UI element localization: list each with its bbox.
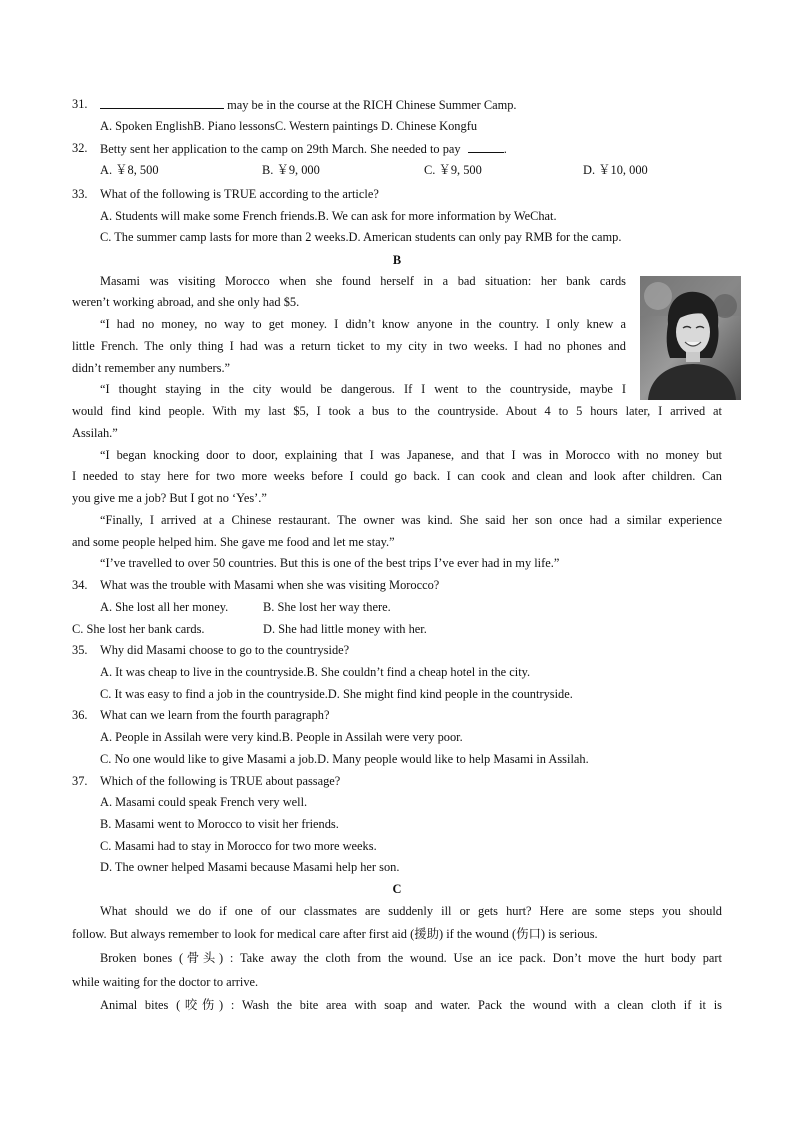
- option-a: A. She lost all her money.: [100, 600, 229, 614]
- option-b: B. Masami went to Morocco to visit her friends.: [100, 817, 339, 831]
- option-a: A. ￥8, 500: [100, 163, 159, 177]
- section-heading-c: C: [392, 882, 402, 896]
- options-line: C. The summer camp lasts for more than 2 weeks.D. American students can only pay RMB for the camp.: [100, 230, 622, 244]
- paragraph-line: didn’t remember any numbers.”: [72, 361, 231, 375]
- paragraph-line: Animal bites (咬伤) : Wash the bite area with soap and water. Pack the wound with a clean cloth if it is: [100, 998, 722, 1012]
- question-text: Which of the following is TRUE about passage?: [100, 774, 341, 788]
- answer-blank[interactable]: [100, 96, 224, 109]
- question-text: What can we learn from the fourth paragraph?: [100, 708, 330, 722]
- question-number: 32.: [72, 141, 88, 155]
- paragraph-line: Masami was visiting Morocco when she found herself in a bad situation: her bank cards: [100, 274, 626, 288]
- question-number: 35.: [72, 643, 88, 657]
- option-d: D. The owner helped Masami because Masami help her son.: [100, 860, 400, 874]
- question-text: What was the trouble with Masami when she was visiting Morocco?: [100, 578, 440, 592]
- question-text: may be in the course at the RICH Chinese Summer Camp.: [227, 98, 517, 112]
- question-text: Betty sent her application to the camp on 29th March. She needed to pay: [100, 142, 461, 156]
- question-number: 33.: [72, 187, 88, 201]
- option-d: D. She had little money with her.: [263, 622, 427, 636]
- question-number: 36.: [72, 708, 88, 722]
- paragraph-line: I needed to stay here for two more weeks before I could go back. I can cook and clean and look after children. Can: [72, 469, 722, 483]
- paragraph-line: Assilah.”: [72, 426, 118, 440]
- question-text: What of the following is TRUE according to the article?: [100, 187, 379, 201]
- options-line: A. Students will make some French friends.B. We can ask for more information by WeChat.: [100, 209, 557, 223]
- masami-photo: [640, 276, 741, 400]
- paragraph-line: would find kind people. With my last $5, I took a bus to the countryside. About 4 to 5 hours later, I arrived at: [72, 404, 722, 418]
- paragraph-line: “Finally, I arrived at a Chinese restaurant. The owner was kind. She said her son once had a similar experience: [100, 513, 722, 527]
- paragraph-line: “I’ve travelled to over 50 countries. But this is one of the best trips I’ve ever had in my life.”: [100, 556, 560, 570]
- option-b: B. ￥9, 000: [262, 163, 320, 177]
- options-line: A. People in Assilah were very kind.B. People in Assilah were very poor.: [100, 730, 463, 744]
- options-line: A. It was cheap to live in the countryside.B. She couldn’t find a cheap hotel in the city.: [100, 665, 531, 679]
- answer-blank[interactable]: [468, 140, 504, 153]
- paragraph-line: you give me a job? But I got no ‘Yes’.”: [72, 491, 267, 505]
- option-c: C. ￥9, 500: [424, 163, 482, 177]
- options-line: C. No one would like to give Masami a job.D. Many people would like to help Masami in Assilah.: [100, 752, 589, 766]
- question-32: [100, 140, 507, 157]
- option-c: C. She lost her bank cards.: [72, 622, 205, 636]
- paragraph-line: Broken bones (骨头) : Take away the cloth from the wound. Use an ice pack. Don’t move the hurt body part: [100, 951, 722, 965]
- question-number: 34.: [72, 578, 88, 592]
- section-heading-b: B: [392, 253, 402, 267]
- question-text: Why did Masami choose to go to the countryside?: [100, 643, 350, 657]
- option-a: A. Masami could speak French very well.: [100, 795, 308, 809]
- option-b: B. She lost her way there.: [263, 600, 391, 614]
- question-number: 31.: [72, 97, 88, 111]
- paragraph-line: follow. But always remember to look for medical care after first aid (援助) if the wound (伤口) is serious.: [72, 927, 598, 941]
- option-c: C. Masami had to stay in Morocco for two more weeks.: [100, 839, 377, 853]
- paragraph-line: What should we do if one of our classmates are suddenly ill or gets hurt? Here are some steps you should: [100, 904, 722, 918]
- paragraph-line: little French. The only thing I had was a return ticket to my city in two weeks. I had no phones and: [72, 339, 626, 353]
- question-tail: .: [503, 142, 507, 156]
- paragraph-line: weren’t working abroad, and she only had $5.: [72, 295, 300, 309]
- option-d: D. ￥10, 000: [583, 163, 648, 177]
- question-number: 37.: [72, 774, 88, 788]
- options-line: C. It was easy to find a job in the countryside.D. She might find kind people in the countryside.: [100, 687, 573, 701]
- question-31: [100, 96, 517, 113]
- paragraph-line: “I thought staying in the city would be dangerous. If I went to the countryside, maybe I: [100, 382, 626, 396]
- paragraph-line: and some people helped him. She gave me food and let me stay.”: [72, 535, 395, 549]
- paragraph-line: “I had no money, no way to get money. I didn’t know anyone in the country. I only knew a: [100, 317, 626, 331]
- paragraph-line: while waiting for the doctor to arrive.: [72, 975, 259, 989]
- options-line: A. Spoken EnglishB. Piano lessonsC. Western paintings D. Chinese Kongfu: [100, 119, 478, 133]
- paragraph-line: “I began knocking door to door, explaining that I was Japanese, and that I was in Morocco with no money but: [100, 448, 722, 462]
